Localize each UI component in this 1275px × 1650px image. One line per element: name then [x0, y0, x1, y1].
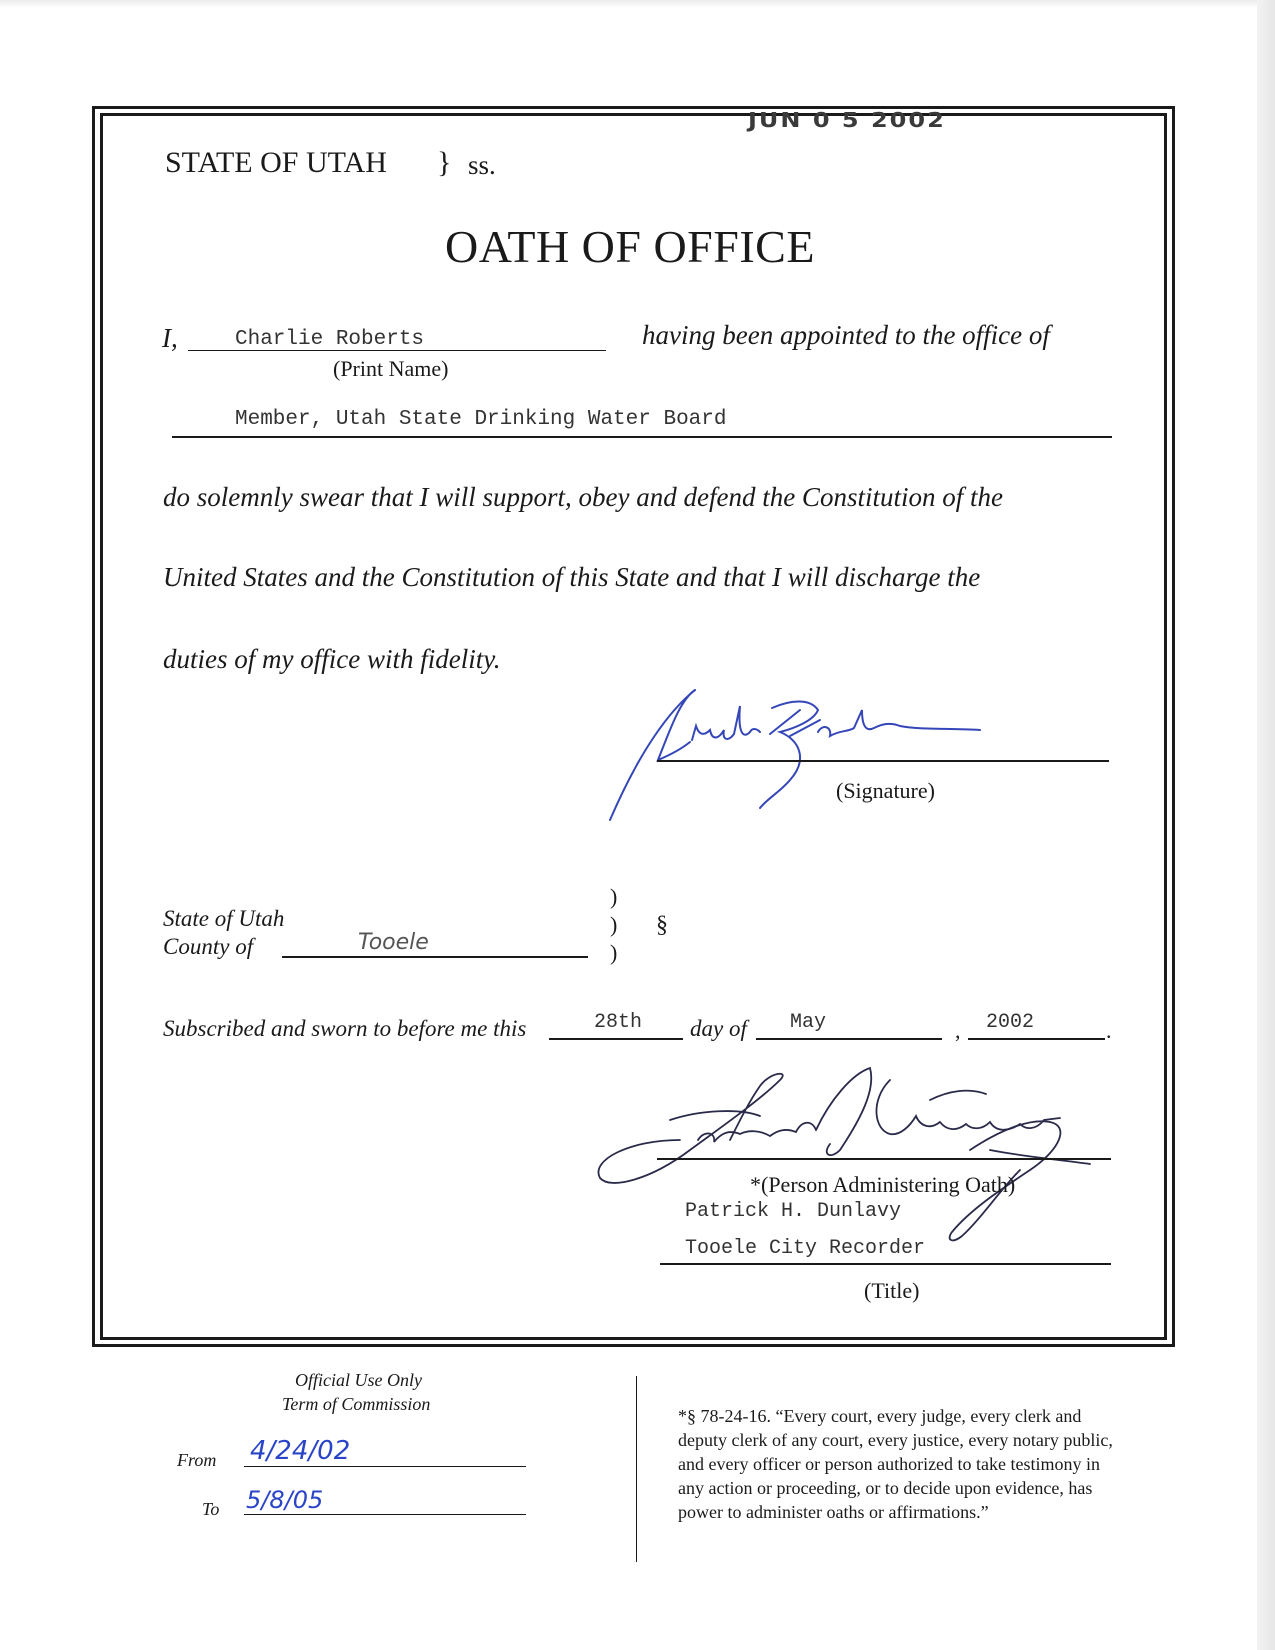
venue-paren-3: ): [610, 940, 618, 965]
term-to-label: To: [202, 1499, 220, 1519]
section-mark: §: [656, 912, 668, 938]
sworn-day-line: [549, 1038, 683, 1040]
footnote-line: *§ 78-24-16. “Every court, every judge, every clerk and: [678, 1406, 1082, 1426]
term-to-value: 5/8/05: [246, 1486, 324, 1514]
sworn-day-value: 28th: [594, 1011, 643, 1034]
sworn-month-line: [756, 1038, 942, 1040]
county-value: Tooele: [358, 930, 429, 955]
sworn-comma: ,: [955, 1018, 961, 1043]
venue-state-label: State of Utah: [163, 906, 285, 931]
sworn-year-line: [968, 1038, 1105, 1040]
sworn-period: .: [1106, 1018, 1112, 1043]
page-top-shadow: [0, 0, 1275, 8]
oath-paragraph-line-2: United States and the Constitution of this State and that I will discharge the: [163, 562, 981, 592]
page-title: OATH OF OFFICE: [445, 221, 815, 272]
statute-footnote: [678, 1404, 1113, 1524]
sworn-year-value: 2002: [986, 1011, 1035, 1034]
oath-paragraph-line-3: duties of my office with fidelity.: [163, 644, 501, 674]
footnote-line: and every officer or person authorized to take testimony in: [678, 1454, 1101, 1474]
term-from-label: From: [177, 1450, 217, 1470]
sworn-month-value: May: [790, 1011, 827, 1034]
administrator-title-line: [660, 1263, 1111, 1265]
print-name-value: Charlie Roberts: [235, 328, 425, 351]
state-heading: STATE OF UTAH: [165, 146, 387, 179]
footnote-line: any action or proceeding, or to decide upon evidence, has: [678, 1478, 1093, 1498]
administrator-title-value: Tooele City Recorder: [685, 1237, 926, 1260]
county-line: [282, 956, 588, 958]
administrator-title-label: (Title): [864, 1278, 920, 1303]
officer-handwritten-signature: [600, 670, 1020, 840]
state-brace: }: [437, 146, 452, 179]
venue-paren-1: ): [610, 884, 618, 909]
venue-paren-2: ): [610, 912, 618, 937]
administrator-label: *(Person Administering Oath): [750, 1172, 1016, 1197]
venue-county-label: County of: [163, 934, 254, 959]
term-of-commission-heading: Term of Commission: [282, 1394, 431, 1414]
signature-line: [657, 760, 1109, 762]
i-prefix: I,: [162, 323, 178, 353]
office-value: Member, Utah State Drinking Water Board: [235, 408, 727, 431]
sworn-prefix: Subscribed and sworn to before me this: [163, 1016, 527, 1041]
bottom-section-divider: [636, 1376, 637, 1562]
term-from-value: 4/24/02: [250, 1436, 351, 1466]
office-line: [172, 436, 1112, 438]
term-to-line: [244, 1514, 526, 1515]
received-date-stamp: JUN 0 5 2002: [748, 108, 946, 132]
footnote-line: deputy clerk of any court, every justice, every notary public,: [678, 1430, 1113, 1450]
footnote-line: power to administer oaths or affirmations.”: [678, 1502, 989, 1522]
sworn-day-of: day of: [690, 1016, 747, 1041]
appointed-text: having been appointed to the office of: [642, 320, 1050, 350]
term-from-line: [244, 1466, 526, 1467]
ss-abbreviation: ss.: [468, 150, 496, 180]
print-name-label: (Print Name): [333, 356, 449, 381]
administrator-signature-line: [657, 1158, 1111, 1160]
page-edge-shadow: [1257, 0, 1275, 1650]
oath-paragraph-line-1: do solemnly swear that I will support, obey and defend the Constitution of the: [163, 482, 1003, 512]
administrator-name: Patrick H. Dunlavy: [685, 1200, 902, 1223]
signature-label: (Signature): [836, 778, 935, 803]
official-use-heading: Official Use Only: [295, 1370, 422, 1390]
